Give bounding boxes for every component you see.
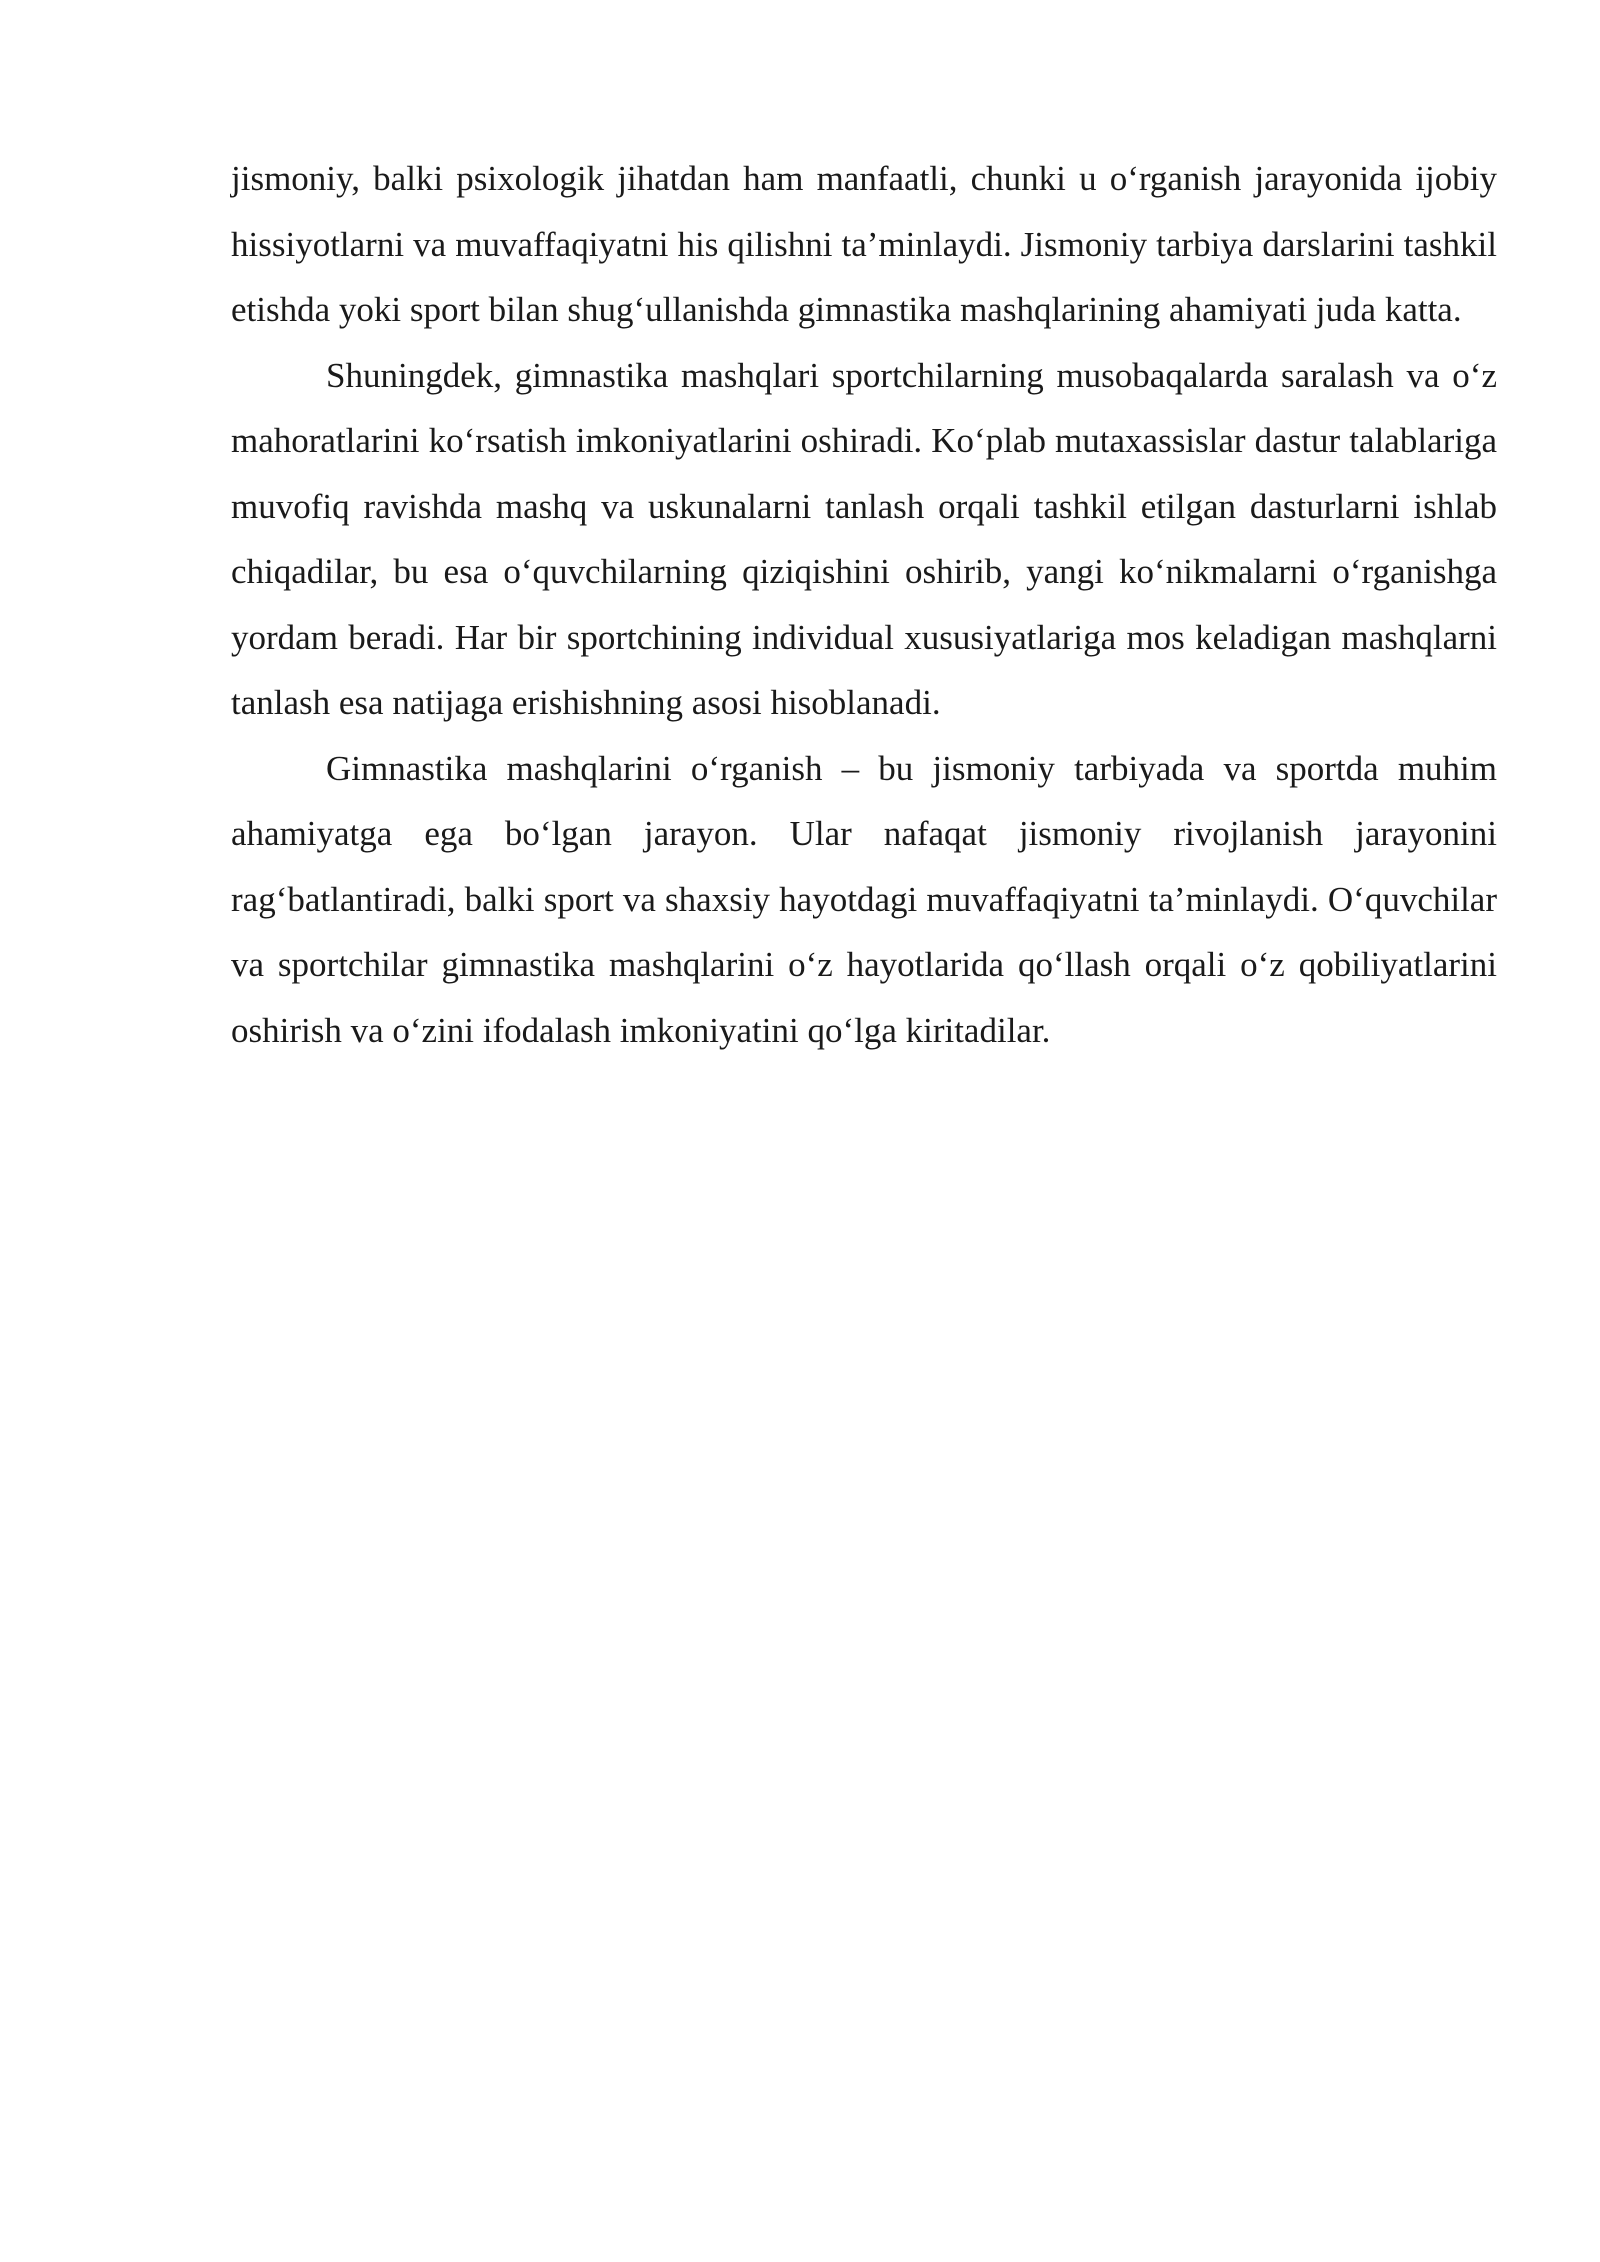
paragraph-shuningdek: Shuningdek, gimnastika mashqlari sportchilarning musobaqalarda saralash va o‘z mahoratlarini ko‘rsatish imkoniyatlarini oshiradi. Ko‘plab mutaxassislar dastur talablariga muvofiq ravishda mashq va uskunalarni tanlash orqali tashkil etilgan dasturlarni ishlab chiqadilar, bu esa o‘quvchilarning qiziqishini oshirib, yangi ko‘nikmalarni o‘rganishga yordam beradi. Har bir sportchining individual xususiyatlariga mos keladigan mashqlarni tanlash esa natijaga erishishning asosi hisoblanadi. — [231, 355, 1497, 722]
paragraph-continuation: jismoniy, balki psixologik jihatdan ham manfaatli, chunki u o‘rganish jarayonida ijobiy hissiyotlarni va muvaffaqiyatni his qilishni ta’minlaydi. Jismoniy tarbiya darslarini tashkil etishda yoki sport bilan shug‘ullanishda gimnastika mashqlarining ahamiyati juda katta. — [231, 159, 1497, 329]
document-body — [231, 146, 1497, 1063]
paragraph-gimnastika: Gimnastika mashqlarini o‘rganish – bu jismoniy tarbiyada va sportda muhim ahamiyatga ega bo‘lgan jarayon. Ular nafaqat jismoniy rivojlanish jarayonini rag‘batlantiradi, balki sport va shaxsiy hayotdagi muvaffaqiyatni ta’minlaydi. O‘quvchilar va sportchilar gimnastika mashqlarini o‘z hayotlarida qo‘llash orqali o‘z qobiliyatlarini oshirish va o‘zini ifodalash imkoniyatini qo‘lga kiritadilar. — [231, 748, 1497, 1050]
